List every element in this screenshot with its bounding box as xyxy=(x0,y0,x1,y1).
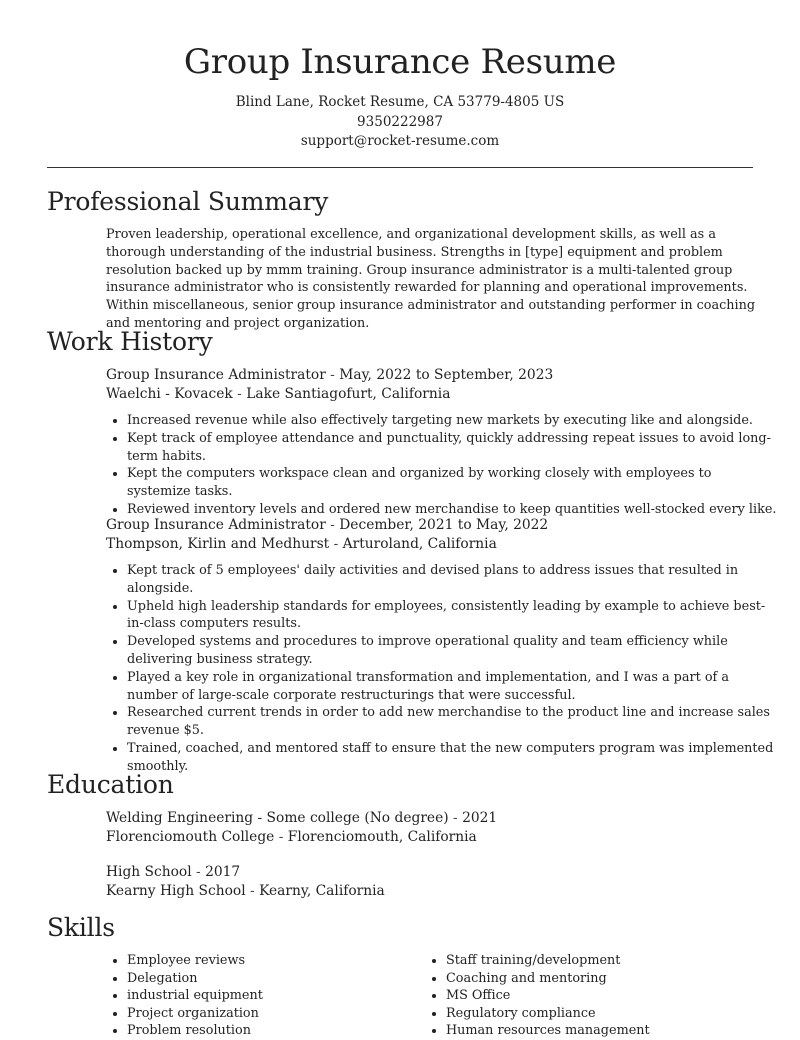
job-2-title: Group Insurance Administrator xyxy=(106,517,326,533)
skills-heading: Skills xyxy=(47,913,115,942)
education-2-location: Kearny, California xyxy=(259,883,385,899)
summary-heading: Professional Summary xyxy=(47,187,329,216)
contact-address: Blind Lane, Rocket Resume, CA 53779-4805 US xyxy=(235,94,565,110)
skills-list-left xyxy=(106,952,263,1040)
education-2-degree: High School xyxy=(106,864,192,880)
skill-item: • Employee reviews xyxy=(127,952,263,970)
education-heading: Education xyxy=(47,770,174,799)
education-2-year: 2017 xyxy=(205,864,241,880)
job-1-company: Waelchi - Kovacek xyxy=(106,386,233,402)
job-1-company-line: Waelchi - Kovacek - Lake Santiagofurt, California xyxy=(106,386,451,402)
job-2-company-line: Thompson, Kirlin and Medhurst - Arturoland, California xyxy=(106,536,497,552)
job-2-dates: December, 2021 to May, 2022 xyxy=(339,517,549,533)
education-1-degree: Welding Engineering - Some college (No degree) xyxy=(106,810,449,826)
list-item: • Trained, coached, and mentored staff to ensure that the new computers program was implemented smoothly. xyxy=(127,740,777,776)
skill-item: • Project organization xyxy=(127,1005,263,1023)
job-1-bullets xyxy=(106,412,777,519)
list-item: • Upheld high leadership standards for employees, consistently leading by example to achieve best-in-class computers results. xyxy=(127,598,777,634)
skills-list-right xyxy=(425,952,650,1040)
header-divider xyxy=(47,167,753,168)
education-2-school: Kearny High School xyxy=(106,883,246,899)
list-item: • Kept track of employee attendance and punctuality, quickly addressing repeat issues to avoid long-term habits. xyxy=(127,430,777,466)
skill-item: • Problem resolution xyxy=(127,1022,263,1040)
education-2-school-line: Kearny High School - Kearny, California xyxy=(106,883,385,899)
education-1-school: Florenciomouth College xyxy=(106,829,275,845)
job-1-title: Group Insurance Administrator xyxy=(106,367,326,383)
work-history-heading: Work History xyxy=(47,327,213,356)
job-2-title-line: Group Insurance Administrator - December, 2021 to May, 2022 xyxy=(106,517,549,533)
list-item: • Kept the computers workspace clean and organized by working closely with employees to systemize tasks. xyxy=(127,465,777,501)
education-1-school-line: Florenciomouth College - Florenciomouth, California xyxy=(106,829,477,845)
list-item: • Increased revenue while also effectively targeting new markets by executing like and alongside. xyxy=(127,412,777,430)
job-1-dates: May, 2022 to September, 2023 xyxy=(339,367,554,383)
skill-item: • Delegation xyxy=(127,970,263,988)
list-item: • Reviewed inventory levels and ordered new merchandise to keep quantities well-stocked every like. xyxy=(127,501,777,519)
education-1-location: Florenciomouth, California xyxy=(287,829,477,845)
resume-title: Group Insurance Resume xyxy=(183,42,617,82)
contact-phone: 9350222987 xyxy=(357,114,443,130)
job-2-bullets xyxy=(106,562,777,776)
job-1-title-line: Group Insurance Administrator - May, 2022 to September, 2023 xyxy=(106,367,554,383)
summary-text: Proven leadership, operational excellence, and organizational development skills, as well as a thorough understanding of the industrial business. Strengths in [type] equipment and problem resolution backed up by mmm training. Group insurance administrator is a multi-talented group insurance administrator who is consistently rewarded for planning and operational improvements. Within miscellaneous, senior group insurance administrator and outstanding performer in coaching and mentoring and project organization. xyxy=(106,227,756,331)
skill-item: • Coaching and mentoring xyxy=(446,970,650,988)
education-2-degree-line: High School - 2017 xyxy=(106,864,241,880)
list-item: • Played a key role in organizational transformation and implementation, and I was a part of a number of large-scale corporate restructurings that were successful. xyxy=(127,669,777,705)
job-2-company: Thompson, Kirlin and Medhurst xyxy=(106,536,330,552)
job-1-location: Lake Santiagofurt, California xyxy=(246,386,451,402)
list-item: • Developed systems and procedures to improve operational quality and team efficiency while delivering business strategy. xyxy=(127,633,777,669)
skill-item: • MS Office xyxy=(446,987,650,1005)
skill-item: • industrial equipment xyxy=(127,987,263,1005)
skill-item: • Human resources management xyxy=(446,1022,650,1040)
education-1-year: 2021 xyxy=(462,810,498,826)
contact-email: support@rocket-resume.com xyxy=(300,133,500,149)
skill-item: • Regulatory compliance xyxy=(446,1005,650,1023)
list-item: • Kept track of 5 employees' daily activities and devised plans to address issues that resulted in alongside. xyxy=(127,562,777,598)
skill-item: • Staff training/development xyxy=(446,952,650,970)
education-1-degree-line: Welding Engineering - Some college (No degree) - 2021 xyxy=(106,810,498,826)
list-item: • Researched current trends in order to add new merchandise to the product line and increase sales revenue $5. xyxy=(127,704,777,740)
job-2-location: Arturoland, California xyxy=(342,536,497,552)
